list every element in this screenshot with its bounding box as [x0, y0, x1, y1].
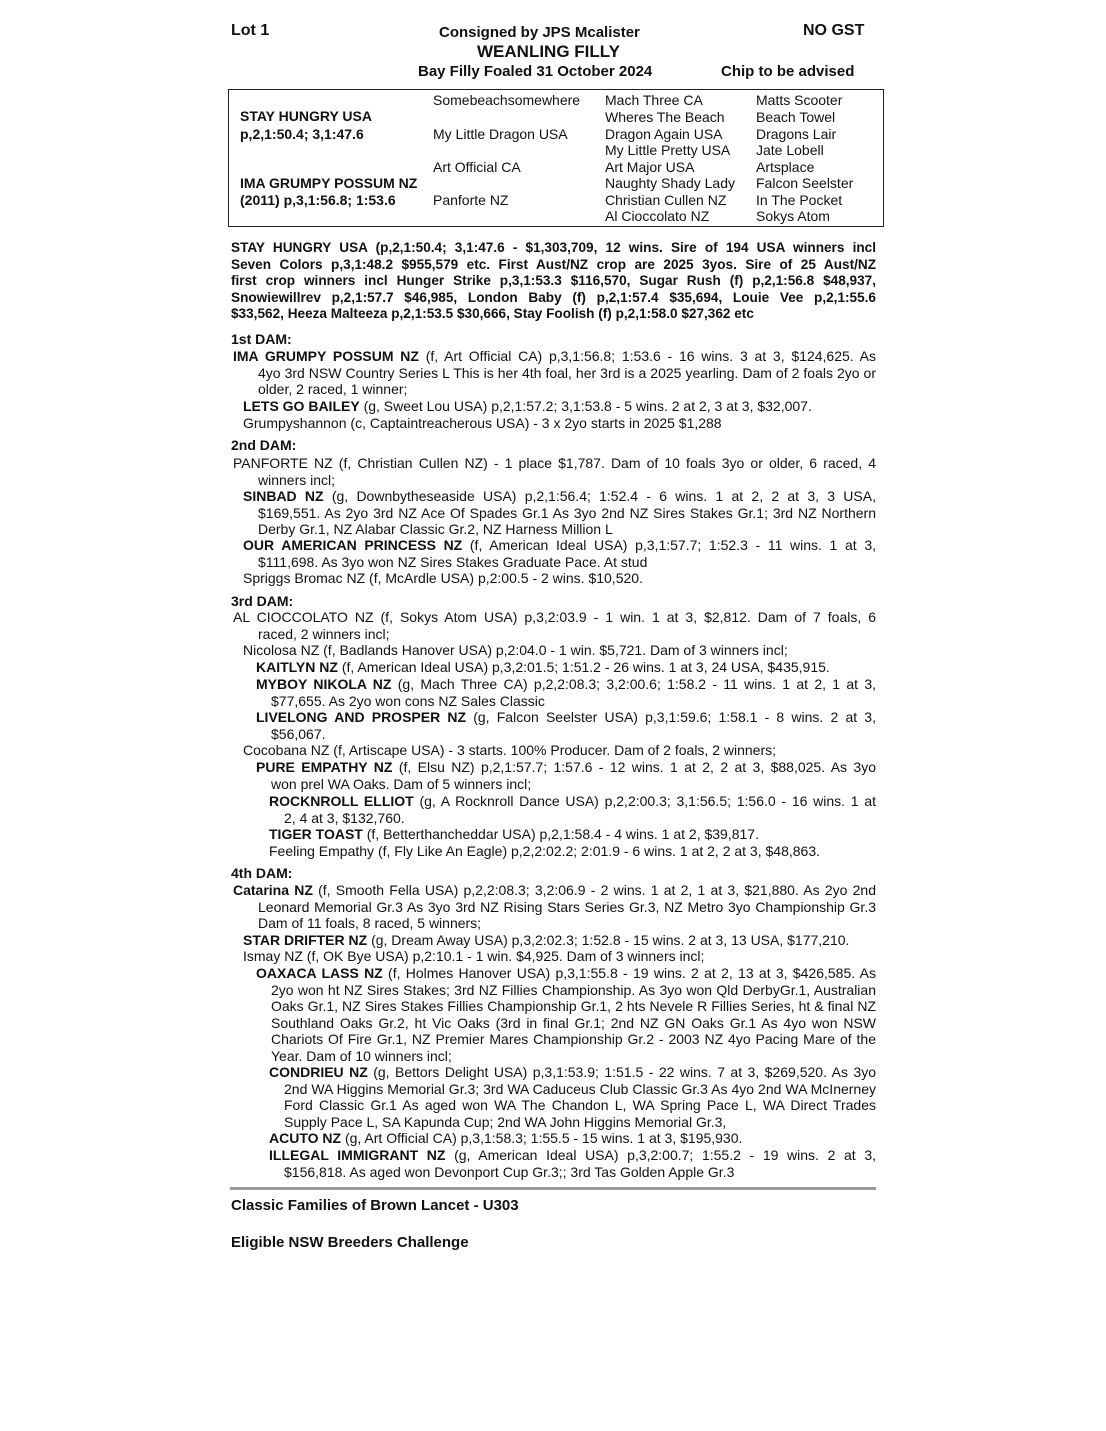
consignor: Consigned by JPS Mcalister — [439, 24, 640, 41]
horse-name: ROCKNROLL ELLIOT — [269, 793, 414, 809]
entry-first-line — [233, 348, 876, 365]
horse-record: (f, Art Official CA) p,3,1:56.8; 1:53.6 - 16 wins. 3 at 3, $124,625. As — [418, 348, 876, 364]
section-heading-2nd-dam: 2nd DAM: — [231, 437, 297, 453]
horse-name: Ismay NZ — [243, 948, 303, 964]
pedigree-dam-dam: Panforte NZ — [433, 192, 509, 208]
pedigree-entry — [256, 659, 876, 676]
pedigree-col4-item: Beach Towel — [756, 109, 836, 125]
section-heading-3rd-dam: 3rd DAM: — [231, 593, 294, 609]
horse-record: (f, Smooth Fella USA) p,2,2:08.3; 3,2:06.9 - 2 wins. 1 at 2, 1 at 3, $21,880. As 2yo 2nd — [312, 882, 876, 898]
pedigree-col3-item: Al Cioccolato NZ — [605, 208, 710, 224]
entry-first-line — [256, 659, 876, 676]
entry-first-line — [269, 793, 876, 810]
horse-record: (f, Elsu NZ) p,2,1:57.7; 1:57.6 - 12 wins. 1 at 2, 2 at 3, $88,025. As 3yo — [392, 759, 876, 775]
pedigree-entry — [233, 882, 876, 932]
pedigree-entry — [243, 742, 876, 759]
horse-name: SINBAD NZ — [243, 488, 324, 504]
sire-summary — [231, 240, 876, 323]
chip-info: Chip to be advised — [721, 63, 855, 80]
pedigree-entry — [243, 488, 876, 538]
horse-name: MYBOY NIKOLA NZ — [256, 676, 392, 692]
horse-record: (g, Sweet Lou USA) p,2,1:57.2; 3,1:53.8 - 5 wins. 2 at 2, 3 at 3, $32,007. — [359, 398, 812, 414]
horse-record: (f, Christian Cullen NZ) - 1 place $1,787. Dam of 10 foals 3yo or older, 6 raced, 4 — [332, 455, 876, 471]
entry-first-line — [269, 1147, 876, 1164]
entry-continuation: 2, 4 at 3, $132,760. — [284, 809, 405, 826]
horse-record: (g, Art Official CA) p,3,1:58.3; 1:55.5 - 15 wins. 1 at 3, $195,930. — [341, 1130, 743, 1146]
horse-name: Nicolosa NZ — [243, 642, 320, 658]
pedigree-entry — [243, 537, 876, 570]
horse-record: (c, Captaintreacherous USA) - 3 x 2yo starts in 2025 $1,288 — [346, 415, 722, 431]
entry-first-line — [269, 1130, 876, 1147]
lot-number: Lot 1 — [231, 22, 270, 39]
horse-record: (f, Artiscape USA) - 3 starts. 100% Producer. Dam of 2 foals, 2 winners; — [329, 742, 777, 758]
horse-record: (g, Falcon Seelster USA) p,3,1:59.6; 1:58.1 - 8 wins. 2 at 3, — [466, 709, 876, 725]
pedigree-entry — [269, 1064, 876, 1130]
pedigree-col3-item: My Little Pretty USA — [605, 142, 731, 158]
foaled-info: Bay Filly Foaled 31 October 2024 — [418, 63, 653, 80]
section-heading-4th-dam: 4th DAM: — [231, 865, 293, 881]
pedigree-dam: IMA GRUMPY POSSUM NZ — [240, 175, 418, 191]
entry-first-line — [256, 676, 876, 693]
horse-name: TIGER TOAST — [269, 826, 363, 842]
horse-record: (f, OK Bye USA) p,2:10.1 - 1 win. $4,925. Dam of 3 winners incl; — [302, 948, 705, 964]
entry-first-line — [256, 965, 876, 982]
horse-record: (g, Downbytheseaside USA) p,2,1:56.4; 1:52.4 - 6 wins. 1 at 2, 2 at 3, 3 USA, — [323, 488, 876, 504]
pedigree-entry — [243, 570, 876, 587]
entry-continuation: winners incl; — [258, 471, 336, 488]
entry-continuation: Leonard Memorial Gr.3 As 3yo 3rd NZ Rising Stars Series Gr.3, NZ Metro 3yo Championship Gr.3 Dam of 11 foals, 8 raced, 5 winners; — [258, 898, 876, 932]
pedigree-dam-record: (2011) p,3,1:56.8; 1:53.6 — [240, 192, 396, 208]
entry-first-line — [243, 488, 876, 505]
entry-first-line — [269, 1064, 876, 1081]
sire-summary-line: Seven Colors p,3,1:48.2 $955,579 etc. First Aust/NZ crop are 2025 3yos. Sire of 25 Aust/NZ — [231, 256, 876, 272]
pedigree-col3-item: Art Major USA — [605, 159, 695, 175]
horse-name: Cocobana NZ — [243, 742, 330, 758]
pedigree-col4-item: In The Pocket — [756, 192, 843, 208]
horse-name: OAXACA LASS NZ — [256, 965, 383, 981]
entry-continuation: $77,655. As 2yo won cons NZ Sales Classic — [271, 692, 545, 709]
entry-first-line — [243, 948, 876, 965]
pedigree-col4-item: Falcon Seelster — [756, 175, 854, 191]
entry-continuation: raced, 2 winners incl; — [258, 625, 390, 642]
entry-first-line — [269, 826, 876, 843]
pedigree-entry — [243, 642, 876, 659]
pedigree-grandsire: Somebeachsomewhere — [433, 92, 581, 108]
entry-first-line — [269, 843, 876, 860]
entry-first-line — [243, 398, 876, 415]
horse-record: (f, Badlands Hanover USA) p,2:04.0 - 1 win. $5,721. Dam of 3 winners incl; — [319, 642, 788, 658]
horse-record: (g, A Rocknroll Dance USA) p,2,2:00.3; 3,1:56.5; 1:56.0 - 16 wins. 1 at — [413, 793, 876, 809]
horse-name: Feeling Empathy — [269, 843, 375, 859]
horse-record: (f, Sokys Atom USA) p,3,2:03.9 - 1 win. 1 at 3, $2,812. Dam of 7 foals, 6 — [373, 609, 877, 625]
horse-name: ACUTO NZ — [269, 1130, 342, 1146]
horse-name: LETS GO BAILEY — [243, 398, 360, 414]
entry-first-line — [243, 415, 876, 432]
pedigree-entry — [256, 965, 876, 1065]
horse-record: (g, Bettors Delight USA) p,3,1:53.9; 1:51.5 - 22 wins. 7 at 3, $269,520. As 3yo — [367, 1064, 876, 1080]
pedigree-entry — [233, 348, 876, 398]
eligibility-note: Eligible NSW Breeders Challenge — [231, 1234, 469, 1251]
pedigree-entry — [256, 676, 876, 709]
entry-continuation: 2nd WA Higgins Memorial Gr.3; 3rd WA Caduceus Club Classic Gr.3 As 4yo 2nd WA McInerney Ford Classic Gr.1 As aged won WA The Chandon L, WA Spring Pace L, WA Direct Trades Supply Pace L, SA Kapunda Cup; 2nd WA John Higgins Memorial Gr.3, — [284, 1080, 876, 1130]
gst-status: NO GST — [803, 22, 865, 39]
horse-name: KAITLYN NZ — [256, 659, 338, 675]
horse-name: Spriggs Bromac NZ — [243, 570, 366, 586]
pedigree-col4-item: Dragons Lair — [756, 126, 837, 142]
pedigree-col4-item: Sokys Atom — [756, 208, 830, 224]
pedigree-dam-sire: Art Official CA — [433, 159, 521, 175]
horse-name: CONDRIEU NZ — [269, 1064, 368, 1080]
pedigree-entry — [243, 932, 876, 949]
entry-continuation: won prel WA Oaks. Dam of 5 winners incl; — [271, 775, 532, 792]
pedigree-col3-item: Mach Three CA — [605, 92, 703, 108]
horse-record: (g, Mach Three CA) p,2,2:08.3; 3,2:00.6; 1:58.2 - 11 wins. 1 at 2, 1 at 3, — [391, 676, 876, 692]
entry-continuation: $111,698. As 3yo won NZ Sires Stakes Graduate Pace. At stud — [258, 553, 648, 570]
entry-continuation: 2yo won ht NZ Sires Stakes; 3rd NZ Fillies Championship. As 3yo won Qld DerbyGr.1, Australian Oaks Gr.1, NZ Sires Stakes Fillies Championship Gr.1, 2 hts Nevele R Fillies Series, ht & final NZ Southland Oaks Gr.2, ht Vic Oaks (3rd in final Gr.1; 2nd NZ GN Oaks Gr.1 As 4yo won NSW Chariots Of Fire Gr.1, NZ Premier Mares Championship Gr.2 - 2003 NZ 4yo Pacing Mare of the Year. Dam of 10 winners incl; — [271, 981, 876, 1064]
pedigree-entry — [269, 843, 876, 860]
pedigree-sire: STAY HUNGRY USA — [240, 108, 372, 124]
section-heading-1st-dam: 1st DAM: — [231, 331, 292, 347]
divider — [230, 1187, 876, 1190]
pedigree-col4-item: Matts Scooter — [756, 92, 843, 108]
horse-name: PANFORTE NZ — [233, 455, 333, 471]
entry-first-line — [243, 537, 876, 554]
pedigree-entry — [243, 948, 876, 965]
entry-first-line — [256, 709, 876, 726]
pedigree-entry — [243, 398, 876, 415]
pedigree-col3-item: Wheres The Beach — [605, 109, 725, 125]
entry-first-line — [233, 882, 876, 899]
pedigree-entry — [269, 1130, 876, 1147]
pedigree-entry — [256, 709, 876, 742]
horse-name: OUR AMERICAN PRINCESS NZ — [243, 537, 463, 553]
entry-first-line — [243, 932, 876, 949]
pedigree-entry — [269, 826, 876, 843]
sire-summary-line: Snowiewillrev p,2,1:57.7 $46,985, London Baby (f) p,2,1:57.4 $35,694, Louie Vee p,2,1:55.6 — [231, 289, 876, 305]
pedigree-col3-item: Naughty Shady Lady — [605, 175, 735, 191]
horse-record: (f, Betterthancheddar USA) p,2,1:58.4 - 4 wins. 1 at 2, $39,817. — [362, 826, 759, 842]
entry-first-line — [243, 642, 876, 659]
sire-summary-line: $33,562, Heeza Malteeza p,2,1:53.5 $30,666, Stay Foolish (f) p,2,1:58.0 $27,362 etc — [231, 306, 754, 322]
entry-continuation: $169,551. As 2yo 3rd NZ Ace Of Spades Gr.1 As 3yo 2nd NZ Sires Stakes Gr.1; 3rd NZ Northern Derby Gr.1, NZ Alabar Classic Gr.2, NZ Harness Million L — [258, 504, 876, 538]
horse-name: Grumpyshannon — [243, 415, 347, 431]
horse-record: (f, Holmes Hanover USA) p,3,1:55.8 - 19 wins. 2 at 2, 13 at 3, $426,585. As — [382, 965, 876, 981]
entry-continuation: 4yo 3rd NSW Country Series L This is her 4th foal, her 3rd is a 2025 yearling. Dam of 2 foals 2yo or older, 2 raced, 1 winner; — [258, 364, 876, 398]
entry-continuation: $56,067. — [271, 725, 326, 742]
pedigree-col4-item: Artsplace — [756, 159, 815, 175]
entry-first-line — [243, 742, 876, 759]
horse-name: IMA GRUMPY POSSUM NZ — [233, 348, 419, 364]
horse-name: LIVELONG AND PROSPER NZ — [256, 709, 467, 725]
pedigree-sire-record: p,2,1:50.4; 3,1:47.6 — [240, 126, 364, 142]
pedigree-col3-item: Christian Cullen NZ — [605, 192, 727, 208]
horse-name: Catarina NZ — [233, 882, 313, 898]
family-classification: Classic Families of Brown Lancet - U303 — [231, 1197, 519, 1214]
entry-first-line — [256, 759, 876, 776]
pedigree-entry — [243, 415, 876, 432]
pedigree-entry — [269, 1147, 876, 1180]
pedigree-col4-item: Jate Lobell — [756, 142, 824, 158]
pedigree-entry — [233, 609, 876, 642]
horse-record: (g, Dream Away USA) p,3,2:02.3; 1:52.8 - 15 wins. 2 at 3, 13 USA, $177,210. — [367, 932, 850, 948]
pedigree-entry — [233, 455, 876, 488]
entry-continuation: $156,818. As aged won Devonport Cup Gr.3;; 3rd Tas Golden Apple Gr.3 — [284, 1163, 735, 1180]
entry-first-line — [243, 570, 876, 587]
sire-summary-line: first crop winners incl Hunger Strike p,3,1:53.3 $116,570, Sugar Rush (f) p,2,1:56.8 $48,937, — [231, 273, 876, 289]
pedigree-entry — [269, 793, 876, 826]
horse-record: (f, American Ideal USA) p,3,1:57.7; 1:52.3 - 11 wins. 1 at 3, — [462, 537, 876, 553]
horse-record: (g, American Ideal USA) p,3,2:00.7; 1:55.2 - 19 wins. 2 at 3, — [445, 1147, 876, 1163]
entry-first-line — [233, 609, 876, 626]
entry-first-line — [233, 455, 876, 472]
horse-name: AL CIOCCOLATO NZ — [233, 609, 374, 625]
pedigree-granddam: My Little Dragon USA — [433, 126, 568, 142]
horse-record: (f, McArdle USA) p,2:00.5 - 2 wins. $10,520. — [365, 570, 643, 586]
sire-summary-line: STAY HUNGRY USA (p,2,1:50.4; 3,1:47.6 - $1,303,709, 12 wins. Sire of 194 USA winners incl — [231, 240, 876, 255]
horse-name: PURE EMPATHY NZ — [256, 759, 393, 775]
horse-record: (f, Fly Like An Eagle) p,2,2:02.2; 2:01.9 - 6 wins. 1 at 2, 2 at 3, $48,863. — [374, 843, 820, 859]
horse-record: (f, American Ideal USA) p,3,2:01.5; 1:51.2 - 26 wins. 1 at 3, 24 USA, $435,915. — [337, 659, 830, 675]
page-title: WEANLING FILLY — [477, 42, 620, 61]
pedigree-entry — [256, 759, 876, 792]
pedigree-col3-item: Dragon Again USA — [605, 126, 723, 142]
horse-name: ILLEGAL IMMIGRANT NZ — [269, 1147, 446, 1163]
horse-name: STAR DRIFTER NZ — [243, 932, 368, 948]
